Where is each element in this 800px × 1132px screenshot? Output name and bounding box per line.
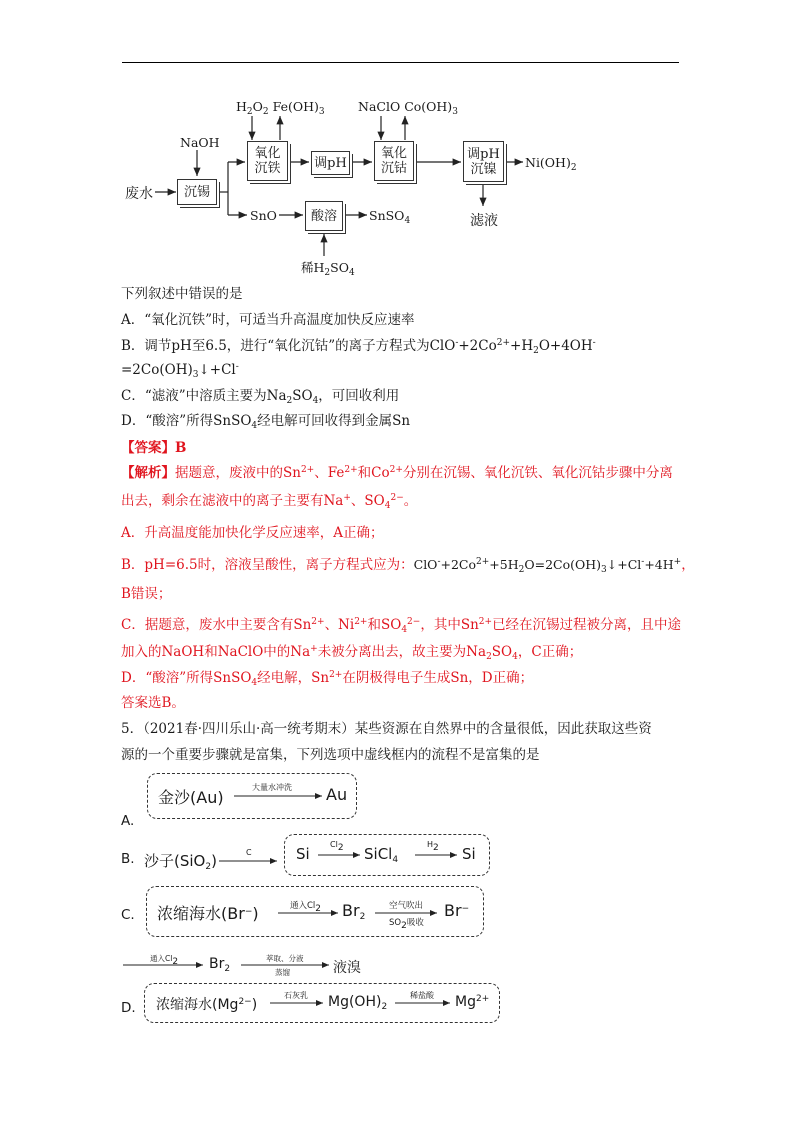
q5-b-cond: C	[246, 848, 252, 857]
q5-option-b-label: B.	[121, 851, 135, 867]
option-d: D．“酸溶”所得SnSO$_4$经电解可回收得到金属Sn	[121, 413, 411, 431]
q5-d-cond2: 稀盐酸	[410, 991, 434, 1000]
question-stem: 下列叙述中错误的是	[121, 286, 243, 302]
q5-b-si1: Si	[296, 845, 310, 863]
box-ph-adjust: 调pH	[311, 151, 350, 175]
q5-c-cond2b: $SO_2$吸收	[389, 918, 424, 931]
q5-option-a-label: A.	[121, 813, 135, 829]
q5-a-from: 金沙(Au)	[158, 788, 224, 807]
q5-b-cond3: $H_2$	[427, 840, 439, 853]
analysis-a: A．升高温度能加快化学反应速率，A正确；	[121, 525, 384, 541]
q5-b-cond2: $Cl_2$	[330, 840, 344, 853]
option-b-line2: $=2Co(OH)_3↓+Cl^-$	[121, 362, 239, 380]
q5-b-from: 沙子(SiO$_2$)	[144, 852, 217, 872]
analysis-final: 答案选B。	[121, 695, 185, 711]
label-naclo-cooh: NaClO $Co(OH)_3$	[358, 99, 458, 117]
q5-d-to: $Mg^{2+}$	[455, 994, 490, 1010]
q5-c-to: Br−	[444, 901, 470, 920]
analysis-c-line1: C．据题意，废水中主要含有$Sn^{2+}$、$Ni^{2+}$和$SO_4^{2-}$，其中$Sn^{2+}$已经在沉锡过程被分离，且中途	[121, 617, 682, 635]
q5-c2-to: 液溴	[333, 960, 361, 976]
option-b-line1: B．调节pH至6.5，进行“氧化沉钴”的离子方程式为$ClO^-+2Co^{2+}+H_2O+4OH^-$	[121, 338, 596, 356]
box-ni-precipitation: 调pH 沉镍	[463, 141, 504, 182]
q5-c2-cond2b: 蒸馏	[275, 968, 290, 977]
q5-line1: 5．（2021春·四川乐山·高一统考期末）某些资源在自然界中的含量很低，因此获取这些资	[121, 721, 652, 737]
q5-b-si2: Si	[462, 845, 476, 863]
label-naoh: NaOH	[180, 135, 220, 150]
q5-d-from: 浓缩海水$(Mg^{2-})$	[156, 997, 258, 1013]
q5-c2-mid: $Br_2$	[209, 956, 231, 974]
q5-c2-cond2a: 萃取、分液	[266, 954, 304, 963]
box-sn-precipitation: 沉锡	[177, 179, 217, 205]
q5-c-cond1: 通入$Cl_2$	[290, 901, 322, 914]
q5-c-from: 浓缩海水(Br−)	[157, 904, 259, 923]
label-sno: SnO	[250, 208, 277, 223]
label-filtrate: 滤液	[470, 213, 498, 229]
q5-d-cond1: 石灰乳	[284, 991, 308, 1000]
q5-a-cond: 大量水冲洗	[252, 783, 292, 792]
analysis-line1: 【解析】据题意，废液中的$Sn^{2+}$、$Fe^{2+}$和$Co^{2+}$分别在沉锡、氧化沉铁、氧化沉钴步骤中分离	[121, 465, 673, 481]
label-waste: 废水	[125, 186, 153, 202]
analysis-b-line1: B．pH=6.5时，溶液呈酸性，离子方程式应为：$ClO^-+2Co^{2+}+5H_2O=2Co(OH)_3↓+Cl^-+4H^+$，	[121, 557, 695, 575]
label-nioh: $Ni(OH)_2$	[525, 155, 577, 173]
box-co-oxidation-precipitation: 氧化 沉钴	[374, 141, 414, 181]
option-a: A．“氧化沉铁”时，可适当升高温度加快反应速率	[121, 312, 415, 328]
q5-c-mid: $Br_2$	[342, 901, 366, 922]
q5-option-d-label: D.	[121, 1000, 136, 1016]
q5-line2: 源的一个重要步骤就是富集，下列选项中虚线框内的流程不是富集的是	[121, 747, 540, 763]
label-h2o2-feoh: $H_2O_2$ $Fe(OH)_3$	[236, 99, 325, 117]
box-fe-oxidation-precipitation: 氧化 沉铁	[247, 141, 288, 181]
label-snso4: SnSO$_4$	[369, 208, 411, 226]
label-dilute-h2so4: 稀$H_2SO_4$	[301, 260, 355, 278]
q5-c2-cond1: 通入$Cl_2$	[150, 954, 179, 967]
analysis-b-line2: B错误；	[121, 586, 172, 602]
q5-c-cond2a: 空气吹出	[389, 901, 424, 911]
analysis-line2: 出去，剩余在滤液中的离子主要有Na+、$SO_4^{2-}$。	[121, 493, 418, 511]
q5-b-mid: SiCl$_4$	[364, 845, 399, 865]
option-c: C．“滤液”中溶质主要为$Na_2SO_4$，可回收利用	[121, 388, 400, 406]
q5-d-mid: $Mg(OH)_2$	[328, 994, 388, 1012]
answer-label: 【答案】B	[121, 440, 187, 456]
q5-option-c-label: C.	[121, 907, 135, 923]
q5-a-to: Au	[326, 785, 348, 804]
analysis-c-line2: 加入的NaOH和NaClO中的Na+未被分离出去，故主要为$Na_2SO_4$，C正确；	[121, 644, 583, 662]
box-acid-dissolution: 酸溶	[305, 201, 343, 231]
analysis-d: D．“酸溶”所得SnSO$_4$经电解，$Sn^{2+}$在阴极得电子生成Sn，D正确；	[121, 670, 534, 688]
